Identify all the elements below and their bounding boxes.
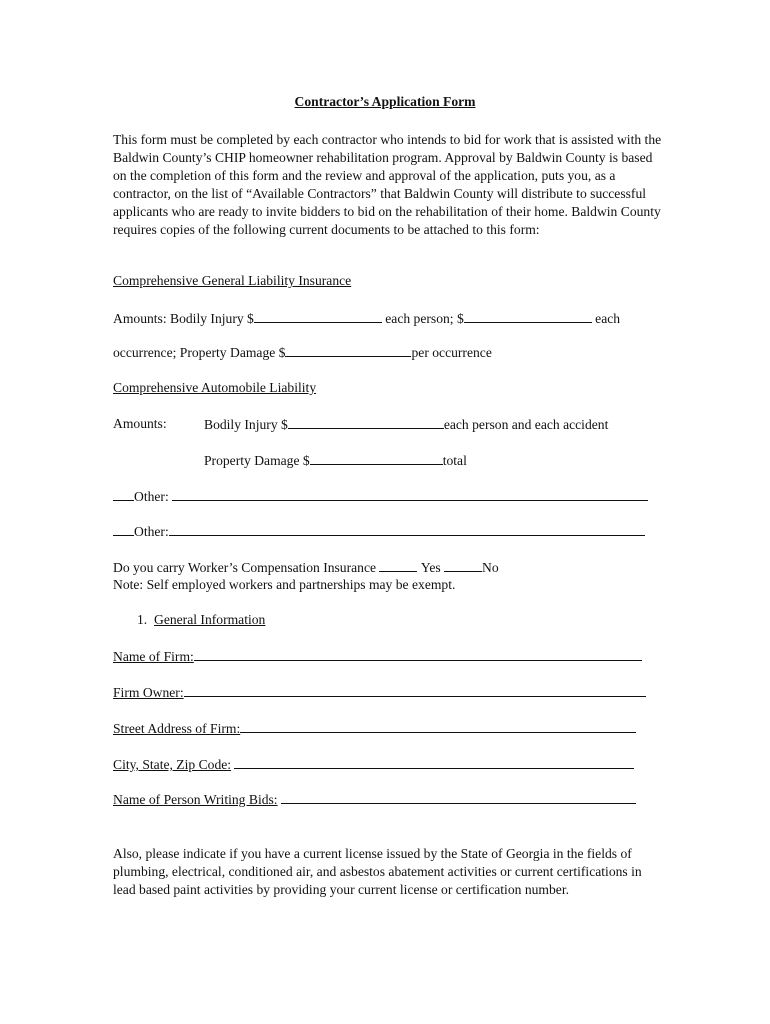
- cgl-each-occurrence-field[interactable]: [464, 310, 592, 323]
- general-info-heading: [137, 612, 265, 628]
- cgl-per-occurrence-label: per occurrence: [411, 345, 492, 360]
- other-checkbox-1[interactable]: [113, 488, 134, 501]
- firm-owner-field[interactable]: [184, 684, 646, 697]
- workers-comp-question: Do you carry Worker’s Compensation Insurance: [113, 560, 377, 575]
- workers-comp-yes-field[interactable]: [379, 559, 417, 572]
- person-writing-bids-label: Name of Person Writing Bids:: [113, 792, 278, 807]
- workers-comp-no-label: No: [482, 560, 499, 575]
- form-title: Contractor’s Application Form: [294, 94, 476, 109]
- cal-heading: Comprehensive Automobile Liability: [113, 380, 317, 395]
- cal-amounts-label: Amounts:: [113, 416, 167, 431]
- street-address-line: [113, 720, 636, 737]
- cgl-heading: Comprehensive General Liability Insurance: [113, 273, 352, 288]
- cgl-bodily-label: Amounts: Bodily Injury $: [113, 311, 254, 326]
- firm-name-line: [113, 648, 642, 665]
- cgl-occurrence-label: occurrence; Property Damage $: [113, 345, 286, 360]
- other-field-1[interactable]: [172, 488, 648, 501]
- other-label-1: Other:: [134, 489, 169, 504]
- workers-comp-note: Note: Self employed workers and partnerships may be exempt.: [113, 577, 456, 592]
- other-field-2[interactable]: [169, 523, 645, 536]
- other-line-1: [113, 488, 648, 505]
- other-line-2: [113, 523, 645, 540]
- cal-property-line: [204, 452, 467, 469]
- cal-property-suffix: total: [442, 453, 467, 468]
- street-address-field[interactable]: [240, 720, 636, 733]
- other-label-2: Other:: [134, 524, 169, 539]
- intro-paragraph: This form must be completed by each contractor who intends to bid for work that is assisted with the Baldwin County’s CHIP homeowner rehabilitation program. Approval by Baldwin County is based on the completion of this form and the review and approval of the application, puts you, as a contractor, on the list of “Available Contractors” that Baldwin County will distribute to successful applicants who are ready to invite bidders to bid on the rehabilitation of their home. Baldwin County requires copies of the following current documents to be attached to this form:: [113, 132, 662, 237]
- cal-property-damage-field[interactable]: [310, 452, 443, 465]
- general-info-number: 1.: [137, 612, 148, 627]
- firm-name-label: Name of Firm:: [113, 649, 194, 664]
- other-checkbox-2[interactable]: [113, 523, 134, 536]
- cgl-each-label: each: [591, 311, 621, 326]
- city-state-zip-field[interactable]: [234, 756, 634, 769]
- workers-comp-yes-label: Yes: [420, 560, 441, 575]
- firm-owner-label: Firm Owner:: [113, 685, 184, 700]
- person-writing-bids-line: [113, 791, 636, 808]
- cgl-bodily-injury-field[interactable]: [254, 310, 382, 323]
- street-address-label: Street Address of Firm:: [113, 721, 241, 736]
- city-state-zip-line: [113, 756, 634, 773]
- workers-comp-line: [113, 559, 499, 576]
- cgl-each-person-label: each person; $: [381, 311, 464, 326]
- cgl-property-damage-field[interactable]: [285, 344, 411, 357]
- person-writing-bids-field[interactable]: [281, 791, 636, 804]
- cal-property-label: Property Damage $: [204, 453, 310, 468]
- cal-bodily-injury-field[interactable]: [288, 416, 444, 429]
- cal-bodily-line: [204, 416, 608, 433]
- cal-bodily-suffix: each person and each accident: [443, 417, 609, 432]
- city-state-zip-label: City, State, Zip Code:: [113, 757, 232, 772]
- cal-bodily-label: Bodily Injury $: [204, 417, 288, 432]
- cgl-amounts-line: [113, 310, 620, 327]
- cgl-property-line: [113, 344, 492, 361]
- workers-comp-no-field[interactable]: [444, 559, 482, 572]
- license-paragraph: Also, please indicate if you have a current license issued by the State of Georgia in the fields of plumbing, electrical, conditioned air, and asbestos abatement activities or current certifications in lead based paint activities by providing your current license or certification number.: [113, 846, 642, 897]
- firm-name-field[interactable]: [194, 648, 642, 661]
- general-info-title: General Information: [154, 612, 266, 627]
- firm-owner-line: [113, 684, 646, 701]
